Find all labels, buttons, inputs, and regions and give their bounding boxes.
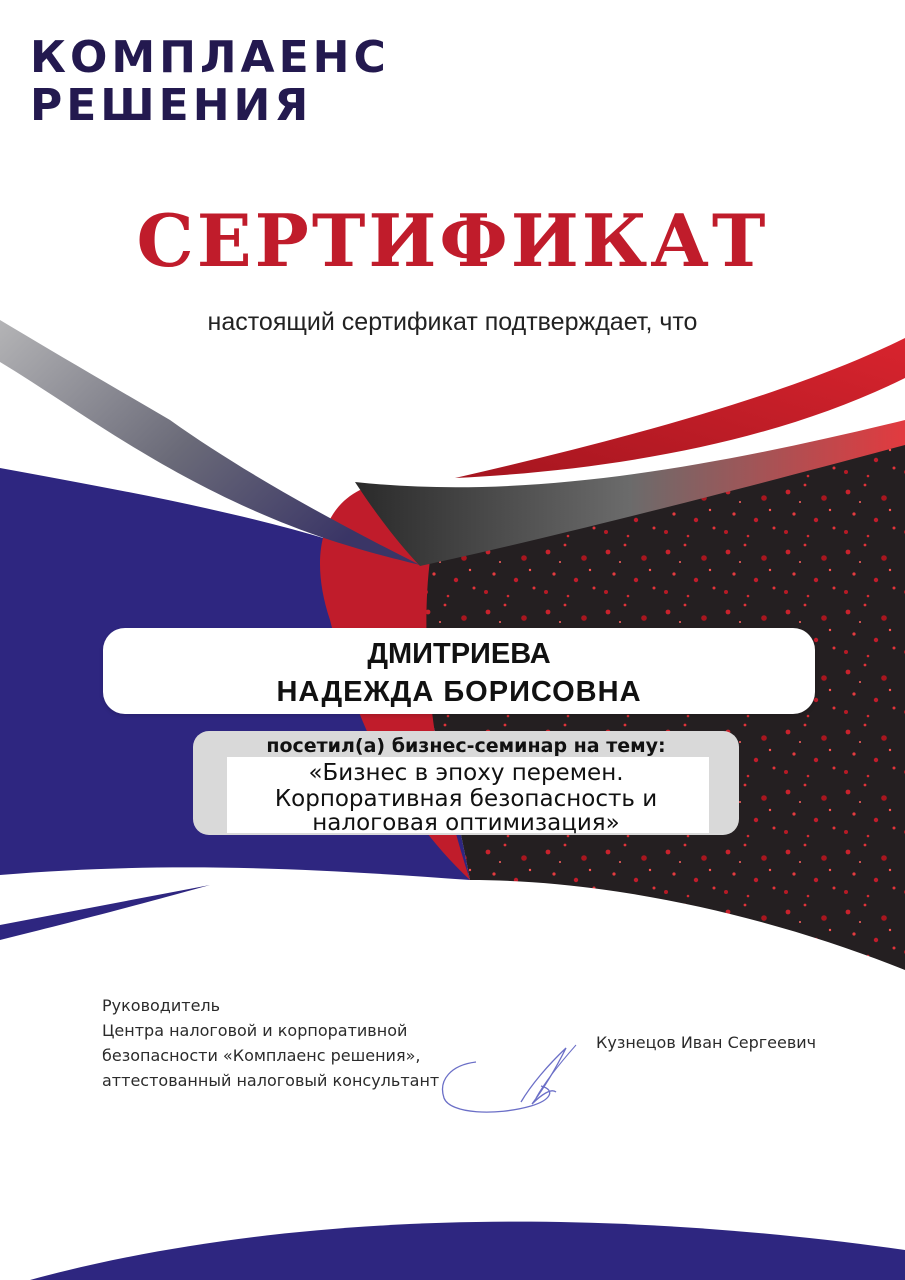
recipient-surname: ДМИТРИЕВА: [367, 638, 551, 670]
signatory-position: [102, 993, 442, 1093]
position-line-2: Центра налоговой и корпоративной: [102, 1021, 408, 1040]
signature-icon: [436, 1040, 586, 1120]
logo-text-line2: РЕШЕНИЯ: [30, 80, 313, 131]
recipient-given-names: НАДЕЖДА БОРИСОВНА: [276, 676, 642, 708]
recipient-name-box: [103, 628, 815, 714]
position-line-3: безопасности «Комплаенс решения»,: [102, 1046, 421, 1065]
seminar-topic-line-3: налоговая оптимизация»: [312, 810, 620, 836]
signatory-name: Кузнецов Иван Сергеевич: [596, 1033, 817, 1052]
certificate-subtitle: настоящий сертификат подтверждает, что: [207, 308, 698, 336]
position-line-1: Руководитель: [102, 996, 221, 1015]
seminar-topic-line-1: «Бизнес в эпоху перемен.: [308, 760, 624, 786]
indigo-wedge: [0, 885, 210, 940]
logo-text-line1: КОМПЛАЕНС: [30, 32, 390, 83]
seminar-topic-line-2: Корпоративная безопасность и: [274, 786, 658, 812]
brand-logo: [30, 30, 450, 130]
bottom-arc: [30, 1222, 905, 1280]
certificate-title: СЕРТИФИКАТ: [136, 198, 769, 283]
attendance-statement: посетил(а) бизнес-семинар на тему:: [266, 735, 666, 757]
position-line-4: аттестованный налоговый консультант: [102, 1071, 440, 1090]
